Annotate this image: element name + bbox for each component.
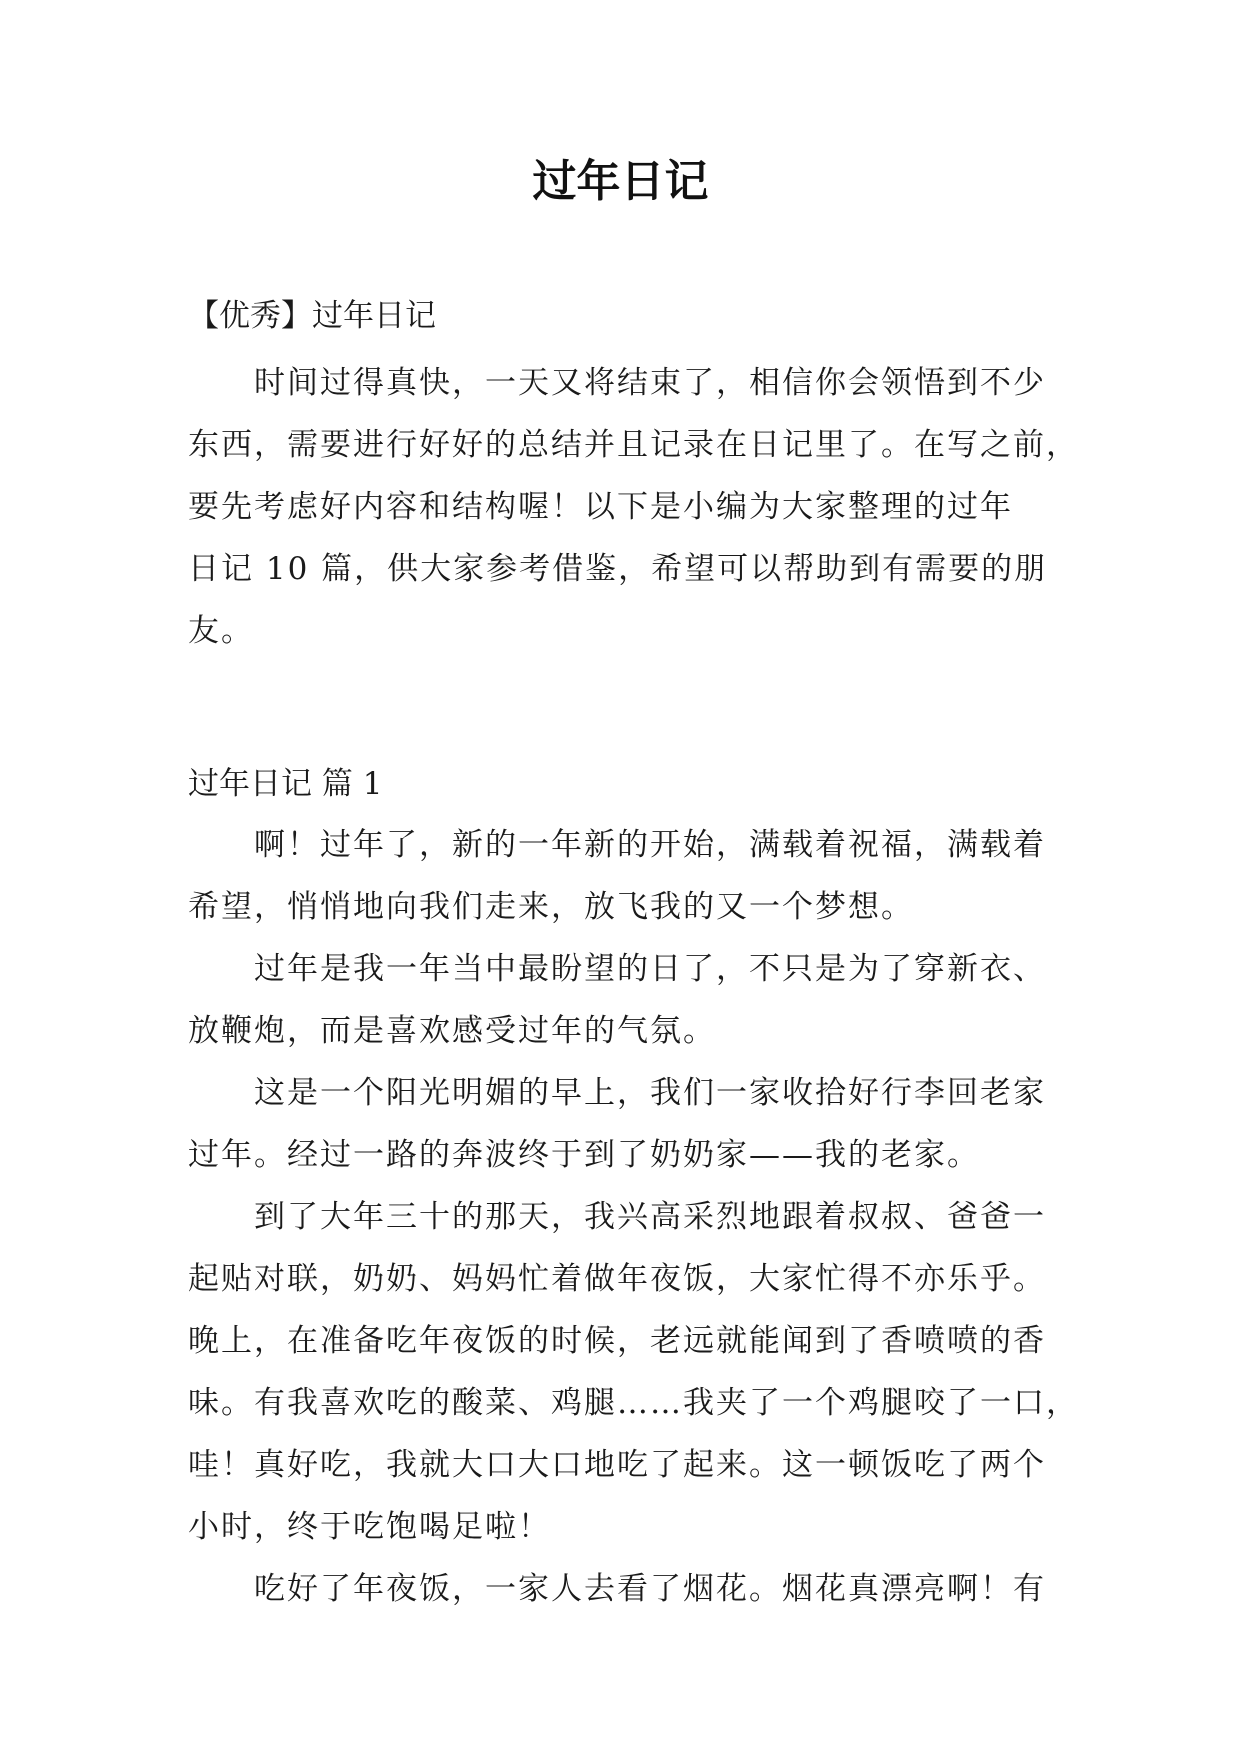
intro-line: 东西，需要进行好好的总结并且记录在日记里了。在写之前， bbox=[188, 427, 1079, 463]
paragraph-line: 小时，终于吃饱喝足啦！ bbox=[188, 1509, 551, 1545]
section-heading: 过年日记 篇 1 bbox=[188, 766, 383, 802]
paragraph-4 bbox=[188, 1186, 1079, 1558]
paragraph-5 bbox=[188, 1558, 1068, 1620]
paragraph-line: 起贴对联，奶奶、妈妈忙着做年夜饭，大家忙得不亦乐乎。 bbox=[188, 1261, 1046, 1297]
paragraph-line: 晚上，在准备吃年夜饭的时候，老远就能闻到了香喷喷的香 bbox=[188, 1323, 1046, 1359]
document-title: 过年日记 bbox=[532, 156, 709, 207]
paragraph-line: 这是一个阳光明媚的早上，我们一家收拾好行李回老家 bbox=[254, 1075, 1046, 1111]
document-subtitle: 【优秀】过年日记 bbox=[188, 298, 436, 334]
paragraph-line: 放鞭炮，而是喜欢感受过年的气氛。 bbox=[188, 1013, 716, 1049]
paragraph-2 bbox=[188, 938, 1068, 1062]
intro-line: 日记 10 篇，供大家参考借鉴，希望可以帮助到有需要的朋 bbox=[188, 551, 1048, 587]
paragraph-line: 吃好了年夜饭，一家人去看了烟花。烟花真漂亮啊！有 bbox=[254, 1571, 1046, 1607]
paragraph-line: 过年。经过一路的奔波终于到了奶奶家——我的老家。 bbox=[188, 1137, 980, 1173]
paragraph-line: 到了大年三十的那天，我兴高采烈地跟着叔叔、爸爸一 bbox=[254, 1199, 1046, 1235]
intro-paragraph bbox=[188, 352, 1079, 662]
intro-line: 友。 bbox=[188, 613, 254, 649]
paragraph-line: 哇！真好吃，我就大口大口地吃了起来。这一顿饭吃了两个 bbox=[188, 1447, 1046, 1483]
paragraph-line: 过年是我一年当中最盼望的日了，不只是为了穿新衣、 bbox=[254, 951, 1046, 987]
paragraph-1 bbox=[188, 814, 1068, 938]
paragraph-line: 啊！过年了，新的一年新的开始，满载着祝福，满载着 bbox=[254, 827, 1046, 863]
intro-line: 要先考虑好内容和结构喔！以下是小编为大家整理的过年 bbox=[188, 489, 1013, 525]
paragraph-line: 希望，悄悄地向我们走来，放飞我的又一个梦想。 bbox=[188, 889, 914, 925]
intro-line: 时间过得真快，一天又将结束了，相信你会领悟到不少 bbox=[254, 365, 1046, 401]
paragraph-3 bbox=[188, 1062, 1068, 1186]
paragraph-line: 味。有我喜欢吃的酸菜、鸡腿……我夹了一个鸡腿咬了一口， bbox=[188, 1385, 1079, 1421]
